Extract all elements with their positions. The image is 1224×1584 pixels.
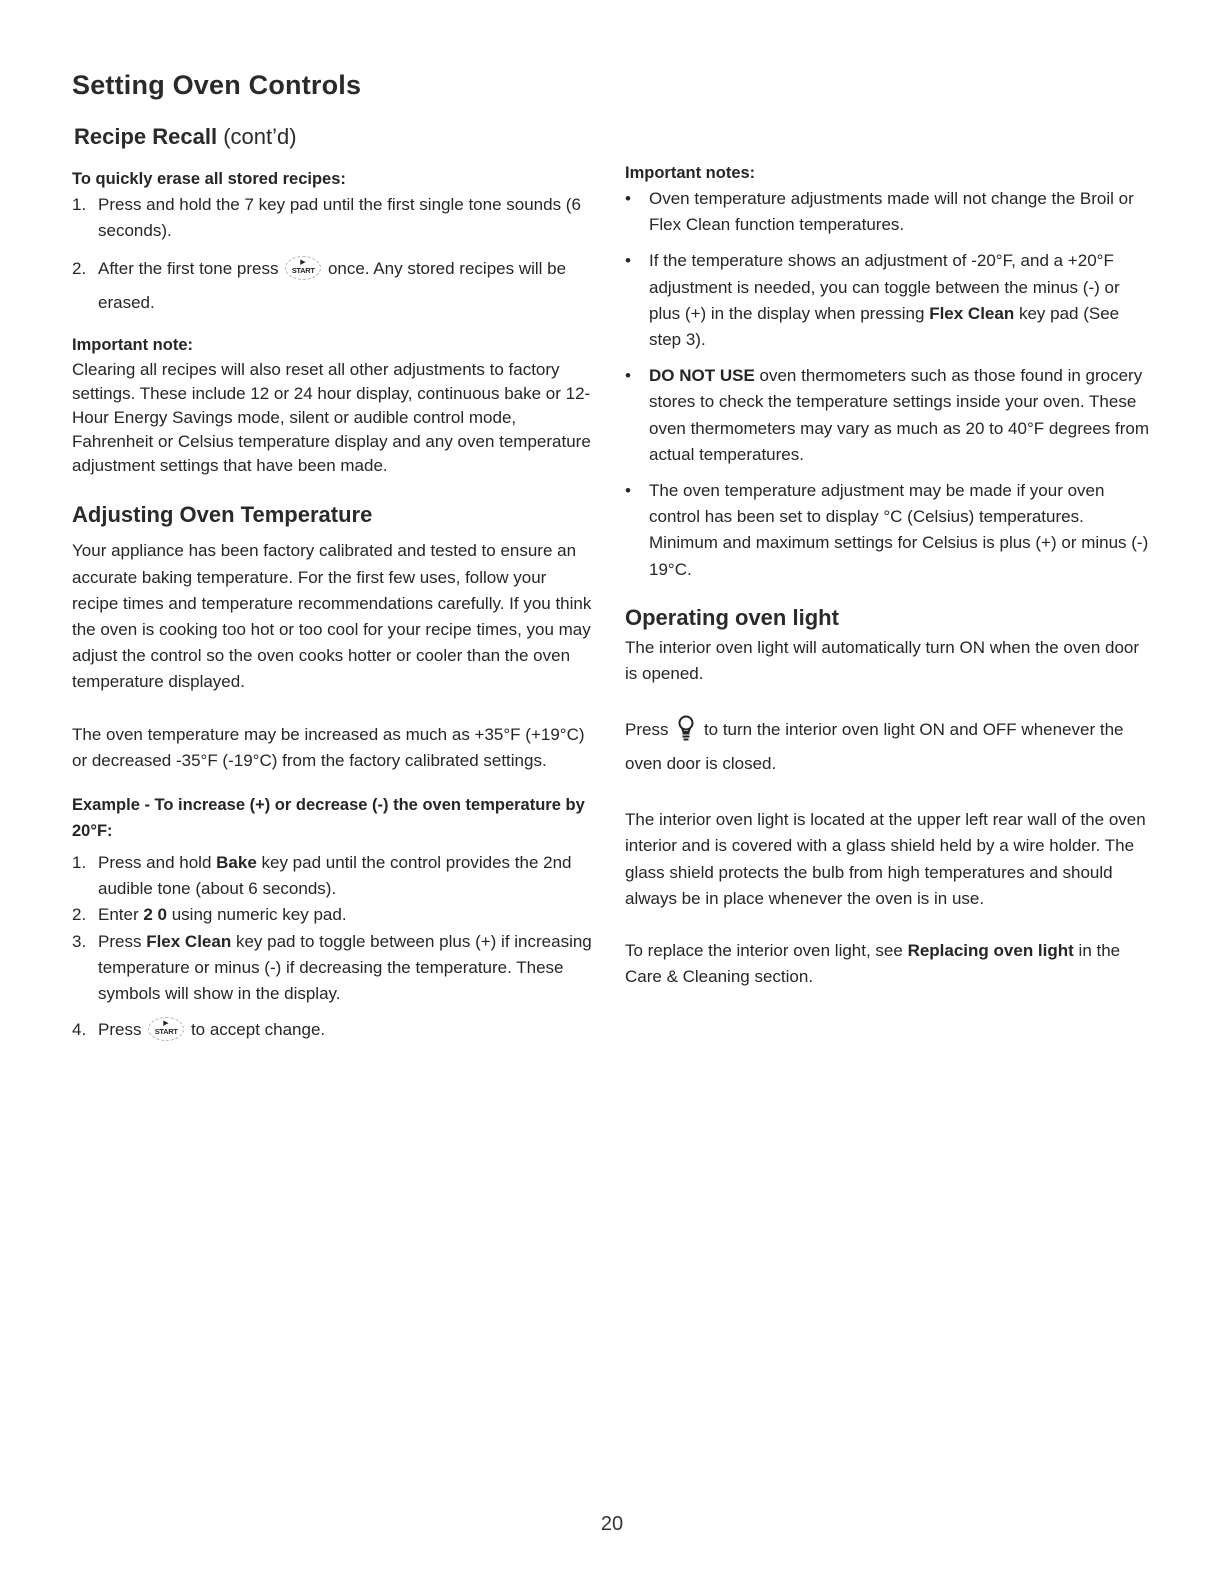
step-number: 1.	[72, 195, 87, 214]
step-text: to accept change.	[190, 1020, 326, 1040]
right-column	[625, 160, 1150, 990]
oven-light-press-text	[625, 713, 1150, 781]
start-key-icon	[285, 256, 321, 280]
flex-clean-key-label: Flex Clean	[146, 931, 232, 951]
bullet: •	[625, 189, 631, 208]
erase-recipes-heading: To quickly erase all stored recipes:	[72, 170, 346, 188]
recipe-recall-title: Recipe Recall	[74, 124, 218, 149]
list-item	[72, 192, 592, 244]
bullet: •	[625, 481, 631, 501]
list-item	[72, 850, 592, 902]
list-item	[72, 929, 592, 1008]
play-icon: ▶	[163, 1020, 169, 1028]
press-label: Press	[625, 720, 669, 740]
warning-text: DO NOT USE	[649, 366, 755, 386]
step-text: key pad to toggle between plus (+) if increasing temperature or minus (-) if decreasing the temperature. These symbols will show in the display.	[98, 931, 592, 1004]
list-item	[625, 478, 1150, 583]
left-column	[72, 122, 592, 1043]
start-key-label: START	[154, 1027, 178, 1037]
step-text: using numeric key pad.	[167, 905, 347, 925]
list-item	[625, 186, 1150, 238]
numeric-entry: 2 0	[143, 905, 167, 925]
oven-light-para-3: The interior oven light is located at the upper left rear wall of the oven interior and is covered with a glass shield held by a wire holder. The glass shield protects the bulb from high temperatures and should always be in place whenever the oven is in use.	[625, 810, 1146, 908]
recipe-recall-suffix: (cont’d)	[223, 124, 297, 149]
start-key-label: START	[291, 266, 315, 276]
step-text: once. Any stored recipes will be erased.	[98, 259, 567, 313]
oven-light-heading: Operating oven light	[625, 604, 839, 630]
list-item	[625, 248, 1150, 353]
step-text: Press	[98, 931, 147, 951]
play-icon: ▶	[300, 259, 306, 267]
start-key-icon	[148, 1017, 184, 1041]
recipe-recall-heading	[74, 122, 592, 152]
important-note-text: Clearing all recipes will also reset all other adjustments to factory settings. These include 12 or 24 hour display, continuous bake or 12-Hour Energy Savings mode, silent or audible control mode, Fahrenheit or Celsius temperature display and any oven temperature adjustment settings that have been made.	[72, 360, 591, 476]
adjusting-para-2: The oven temperature may be increased as much as +35°F (+19°C) or decreased -35°F (-19°C) from the factory calibrated settings.	[72, 724, 585, 770]
bullet: •	[625, 251, 631, 271]
bake-key-label: Bake	[216, 853, 257, 873]
example-steps-list	[72, 850, 592, 1043]
step-text: Enter	[98, 905, 144, 925]
para-text: To replace the interior oven light, see	[625, 941, 908, 961]
step-text: Press and hold the 7 key pad until the first single tone sounds (6 seconds).	[98, 195, 581, 241]
step-text: After the first tone press	[98, 259, 279, 279]
page-number: 20	[600, 1513, 624, 1535]
example-heading: Example - To increase (+) or decrease (-) the oven temperature by 20°F:	[72, 796, 585, 841]
note-text: key pad (See step 3).	[649, 303, 1120, 350]
list-item	[72, 902, 592, 928]
step-number: 1.	[72, 853, 87, 873]
list-item	[72, 252, 592, 320]
step-number: 2.	[72, 905, 87, 925]
replacing-oven-light-reference: Replacing oven light	[907, 941, 1074, 961]
erase-steps-list	[72, 192, 592, 320]
step-text: key pad until the control provides the 2nd audible tone (about 6 seconds).	[98, 853, 572, 899]
note-text: oven thermometers such as those found in grocery stores to check the temperature settings inside your oven. These oven thermometers may vary as much as 20 to 40°F degrees from actual temperatures.	[649, 366, 1150, 464]
press-instruction: to turn the interior oven light ON and OFF whenever the oven door is closed.	[625, 720, 1124, 774]
flex-clean-key-label: Flex Clean	[929, 303, 1015, 323]
page-title: Setting Oven Controls	[72, 70, 362, 100]
adjusting-temperature-heading: Adjusting Oven Temperature	[72, 502, 373, 528]
oven-light-para-1: The interior oven light will automatically turn ON when the oven door is opened.	[625, 637, 1140, 684]
note-text: Oven temperature adjustments made will not change the Broil or Flex Clean function temperatures.	[649, 189, 1134, 235]
para-text: in the Care & Cleaning section.	[625, 941, 1121, 987]
important-notes-heading: Important notes:	[625, 164, 756, 182]
adjusting-para-1: Your appliance has been factory calibrated and tested to ensure an accurate baking temperature. For the first few uses, follow your recipe times and temperature recommendations carefully. If you think the oven is cooking too hot or too cool for your recipe times, you may adjust the control so the oven cooks hotter or cooler than the oven temperature displayed.	[72, 541, 592, 692]
oven-light-para-4	[625, 938, 1150, 990]
note-text: If the temperature shows an adjustment of -20°F, and a +20°F adjustment is needed, you can toggle between the minus (-) or plus (+) in the display when pressing	[649, 251, 1120, 323]
step-text: Press and hold	[98, 853, 217, 873]
step-number: 2.	[72, 259, 87, 279]
list-item	[625, 363, 1150, 468]
step-number: 3.	[72, 931, 87, 951]
note-text: The oven temperature adjustment may be made if your oven control has been set to display °C (Celsius) temperatures. Minimum and maximum settings for Celsius is plus (+) or minus (-) 19°C.	[649, 481, 1149, 579]
bullet: •	[625, 366, 631, 386]
step-number: 4.	[72, 1020, 87, 1040]
step-text: Press	[98, 1020, 142, 1040]
important-note-heading: Important note:	[72, 336, 193, 355]
important-notes-list	[625, 186, 1150, 583]
list-item	[72, 1017, 592, 1043]
light-bulb-icon	[677, 715, 695, 741]
